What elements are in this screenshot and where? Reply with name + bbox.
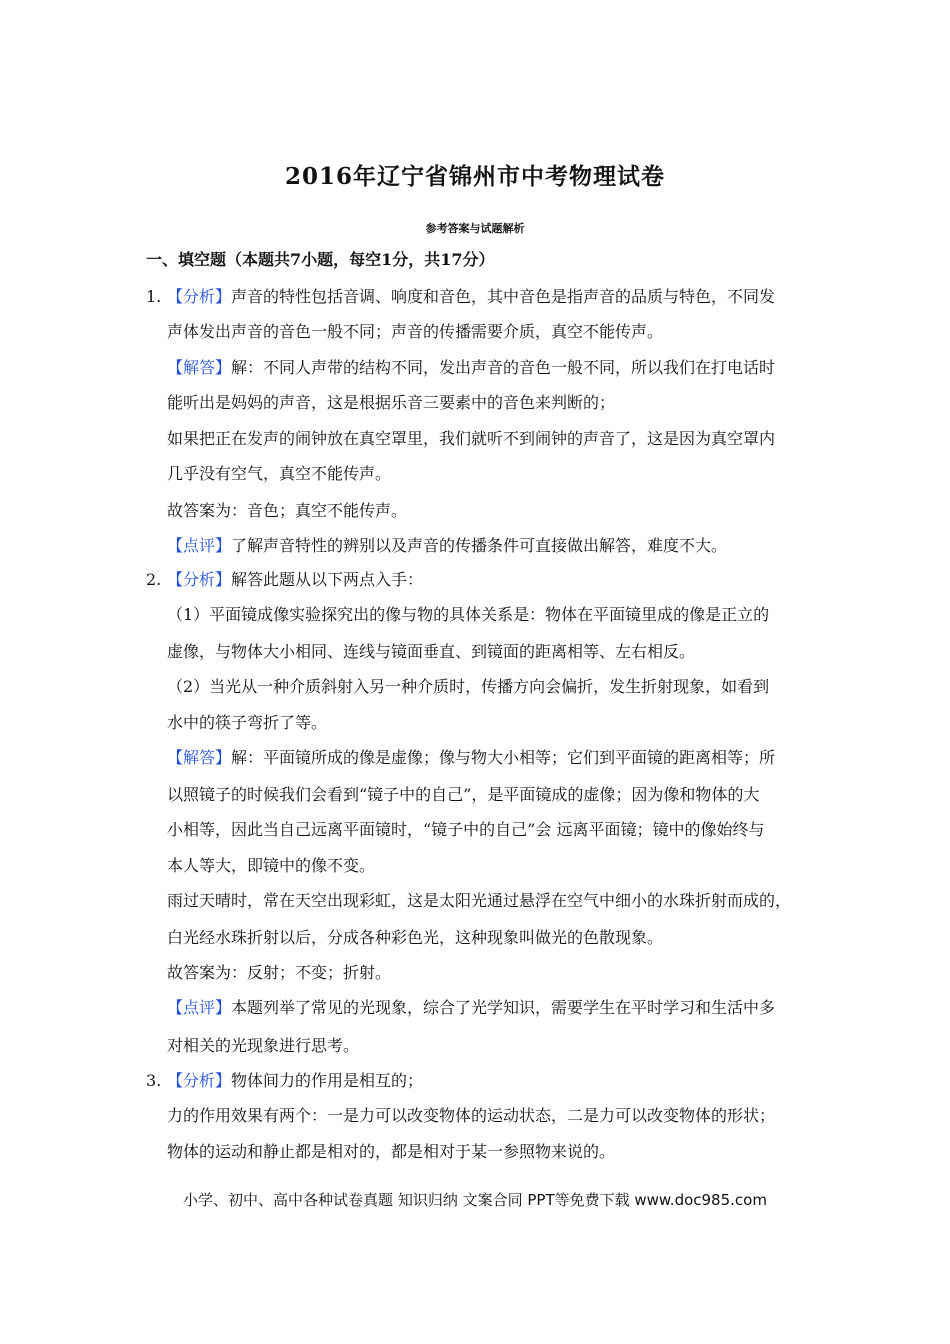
q2-analysis-line: （1）平面镜成像实验探究出的像与物的具体关系是：物体在平面镜里成的像是正立的 <box>167 605 770 624</box>
q3-analysis-line: 力的作用效果有两个：一是力可以改变物体的运动状态，二是力可以改变物体的形状； <box>167 1106 776 1125</box>
q1-answer-line: 故答案为：音色；真空不能传声。 <box>167 501 408 520</box>
q2-answer-line: 故答案为：反射；不变；折射。 <box>167 963 392 982</box>
comment-tag: 【点评】 <box>167 536 232 555</box>
q2-analysis-line: 【分析】解答此题从以下两点入手： <box>167 570 424 589</box>
footer-text: 小学、初中、高中各种试卷真题 知识归纳 文案合同 PPT等免费下载 www.doc985.com <box>183 1191 767 1209</box>
analysis-tag: 【分析】 <box>167 570 232 589</box>
q2-analysis-line: 水中的筷子弯折了等。 <box>167 713 328 732</box>
q2-answer-line: 雨过天晴时，常在天空出现彩虹，这是太阳光通过悬浮在空气中细小的水珠折射而成的， <box>167 891 792 910</box>
q2-answer-line: 本人等大，即镜中的像不变。 <box>167 856 376 875</box>
q3-analysis-line: 物体的运动和静止都是相对的，都是相对于某一参照物来说的。 <box>167 1142 616 1161</box>
answer-tag: 【解答】 <box>167 358 232 377</box>
q1-answer-line: 能听出是妈妈的声音，这是根据乐音三要素中的音色来判断的； <box>167 393 616 412</box>
question-number: 3. <box>146 1071 162 1090</box>
section-heading: 一、填空题（本题共7小题，每空1分，共17分） <box>146 250 495 269</box>
q2-analysis-line: 虚像，与物体大小相同、连线与镜面垂直、到镜面的距离相等、左右相反。 <box>167 642 696 661</box>
question-number: 1. <box>146 287 162 306</box>
q2-answer-line: 【解答】解：平面镜所成的像是虚像；像与物大小相等；它们到平面镜的距离相等；所 <box>167 748 776 767</box>
q2-answer-line: 以照镜子的时候我们会看到“镜子中的自己”，是平面镜成的虚像；因为像和物体的大 <box>167 785 760 804</box>
page-title: 2016年辽宁省锦州市中考物理试卷 <box>284 163 665 190</box>
answer-tag: 【解答】 <box>167 748 232 767</box>
analysis-tag: 【分析】 <box>167 1071 232 1090</box>
q2-answer-line: 白光经水珠折射以后，分成各种彩色光，这种现象叫做光的色散现象。 <box>167 928 664 947</box>
q1-answer-line: 如果把正在发声的闹钟放在真空罩里，我们就听不到闹钟的声音了，这是因为真空罩内 <box>167 429 776 448</box>
q3-analysis-line: 【分析】物体间力的作用是相互的； <box>167 1071 424 1090</box>
q1-analysis-line: 【分析】声音的特性包括音调、响度和音色，其中音色是指声音的品质与特色，不同发 <box>167 287 776 306</box>
question-number: 2. <box>146 570 162 589</box>
q2-answer-line: 小相等，因此当自己远离平面镜时，“镜子中的自己”会 远离平面镜；镜中的像始终与 <box>167 820 765 839</box>
q1-answer-line: 【解答】解：不同人声带的结构不同，发出声音的音色一般不同，所以我们在打电话时 <box>167 358 776 377</box>
q1-answer-line: 几乎没有空气，真空不能传声。 <box>167 464 392 483</box>
analysis-tag: 【分析】 <box>167 287 232 306</box>
comment-tag: 【点评】 <box>167 998 232 1017</box>
q2-comment-line: 【点评】本题列举了常见的光现象，综合了光学知识，需要学生在平时学习和生活中多 <box>167 998 776 1017</box>
q1-comment-line: 【点评】了解声音特性的辨别以及声音的传播条件可直接做出解答，难度不大。 <box>167 536 728 555</box>
page-subtitle: 参考答案与试题解析 <box>425 222 525 235</box>
q1-analysis-line: 声体发出声音的音色一般不同；声音的传播需要介质，真空不能传声。 <box>167 322 664 341</box>
q2-analysis-line: （2）当光从一种介质斜射入另一种介质时，传播方向会偏折，发生折射现象，如看到 <box>167 677 770 696</box>
q2-comment-line: 对相关的光现象进行思考。 <box>167 1036 360 1055</box>
